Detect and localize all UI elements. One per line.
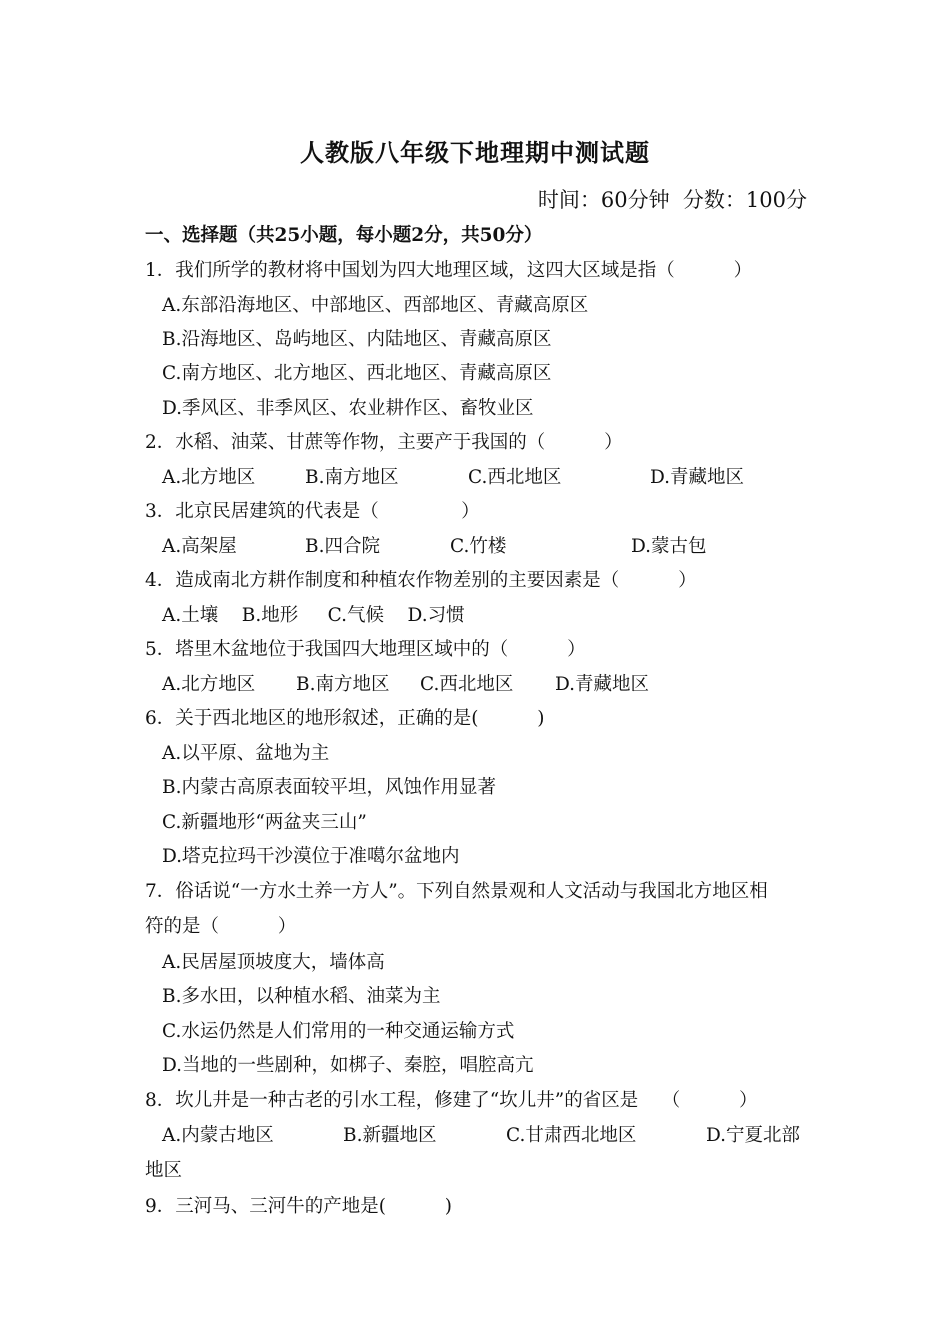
question-2-option-b: B.南方地区 <box>305 467 399 488</box>
question-2-option-d: D.青藏地区 <box>650 467 745 488</box>
question-6-option-a: A.以平原、盆地为主 <box>162 743 330 764</box>
question-3-option-c: C.竹楼 <box>450 536 507 557</box>
question-8-option-d-continued: 地区 <box>145 1160 183 1181</box>
question-6-option-d: D.塔克拉玛干沙漠位于准噶尔盆地内 <box>162 846 460 867</box>
page-title: 人教版八年级下地理期中测试题 <box>300 138 650 167</box>
question-8-option-d: D.宁夏北部 <box>706 1125 801 1146</box>
question-1-option-c: C.南方地区、北方地区、西北地区、青藏高原区 <box>162 363 552 384</box>
question-2-stem: 2．水稻、油菜、甘蔗等作物，主要产于我国的（ ） <box>145 432 623 453</box>
question-4-options: A.土壤 B.地形 C.气候 D.习惯 <box>162 605 465 626</box>
question-5-option-c: C.西北地区 <box>420 674 514 695</box>
question-6-stem: 6．关于西北地区的地形叙述，正确的是( ) <box>145 708 545 729</box>
question-3-option-b: B.四合院 <box>305 536 380 557</box>
question-7-stem-line1: 7．俗话说“一方水土养一方人”。下列自然景观和人文活动与我国北方地区相 <box>145 881 768 902</box>
question-1-option-a: A.东部沿海地区、中部地区、西部地区、青藏高原区 <box>162 295 589 316</box>
question-6-option-b: B.内蒙古高原表面较平坦，风蚀作用显著 <box>162 777 496 798</box>
question-3-option-a: A.高架屋 <box>162 536 237 557</box>
question-5-option-b: B.南方地区 <box>296 674 390 695</box>
question-3-stem: 3．北京民居建筑的代表是（ ） <box>145 501 480 522</box>
question-1-stem: 1．我们所学的教材将中国划为四大地理区域，这四大区域是指（ ） <box>145 260 753 281</box>
question-8-stem: 8．坎儿井是一种古老的引水工程，修建了“坎儿井”的省区是 （ ） <box>145 1090 758 1111</box>
question-9-stem: 9．三河马、三河牛的产地是( ) <box>145 1196 453 1217</box>
question-6-option-c: C.新疆地形“两盆夹三山” <box>162 812 367 833</box>
question-4-stem: 4．造成南北方耕作制度和种植农作物差别的主要因素是（ ） <box>145 570 697 591</box>
question-7-option-d: D.当地的一些剧种，如梆子、秦腔，唱腔高亢 <box>162 1055 534 1076</box>
question-8-option-b: B.新疆地区 <box>343 1125 437 1146</box>
question-5-option-d: D.青藏地区 <box>555 674 650 695</box>
question-1-option-b: B.沿海地区、岛屿地区、内陆地区、青藏高原区 <box>162 329 552 350</box>
question-7-option-c: C.水运仍然是人们常用的一种交通运输方式 <box>162 1021 515 1042</box>
question-2-option-c: C.西北地区 <box>468 467 562 488</box>
exam-meta: 时间：60分钟 分数：100分 <box>537 188 807 212</box>
question-2-option-a: A.北方地区 <box>162 467 256 488</box>
question-7-option-b: B.多水田，以种植水稻、油菜为主 <box>162 986 441 1007</box>
question-8-option-a: A.内蒙古地区 <box>162 1125 274 1146</box>
question-7-stem-line2: 符的是（ ） <box>145 916 297 937</box>
question-1-option-d: D.季风区、非季风区、农业耕作区、畜牧业区 <box>162 398 534 419</box>
question-5-stem: 5．塔里木盆地位于我国四大地理区域中的（ ） <box>145 639 586 660</box>
question-8-option-c: C.甘肃西北地区 <box>506 1125 637 1146</box>
section-heading: 一、选择题（共25小题，每小题2分，共50分） <box>145 225 543 246</box>
question-7-option-a: A.民居屋顶坡度大，墙体高 <box>162 952 385 973</box>
question-5-option-a: A.北方地区 <box>162 674 256 695</box>
question-3-option-d: D.蒙古包 <box>631 536 707 557</box>
